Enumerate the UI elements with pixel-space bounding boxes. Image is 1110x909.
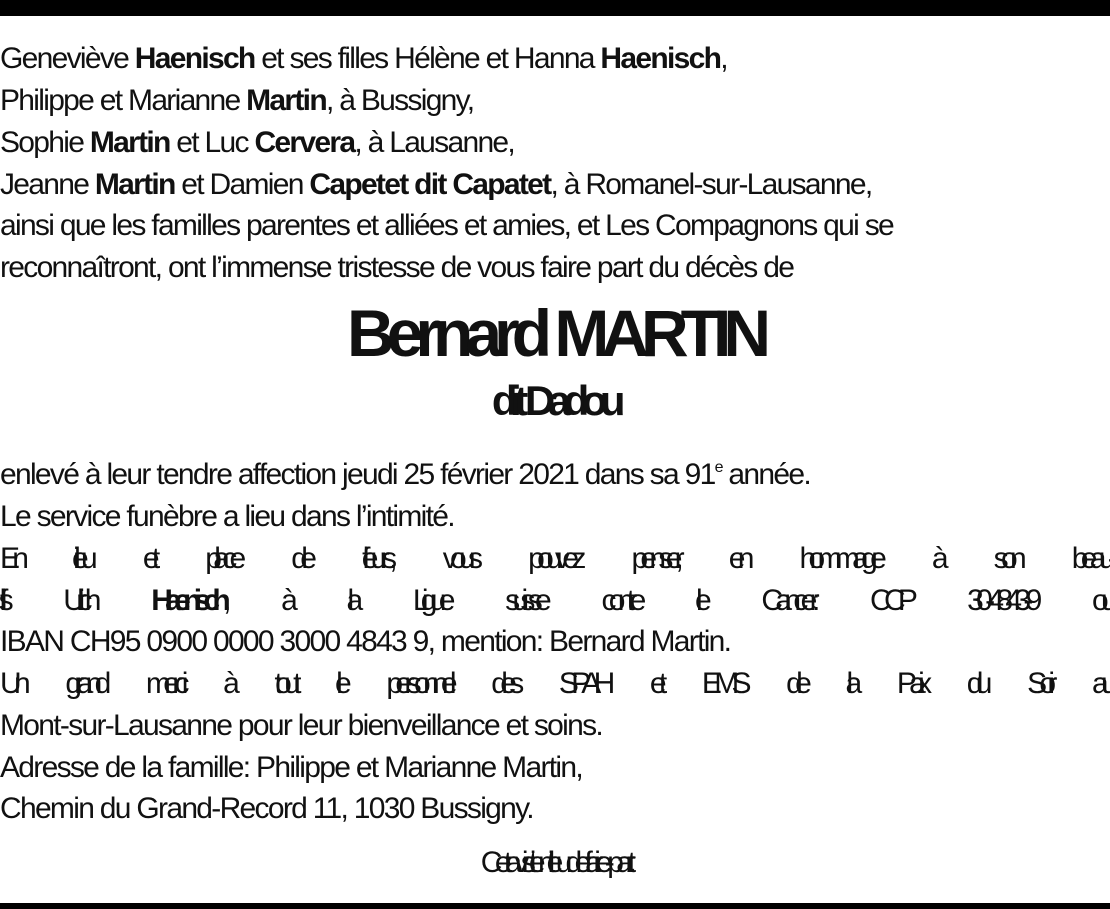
- deceased-name: Bernard MARTIN: [346, 296, 764, 370]
- body-line-3: En lieu et place de fleurs, vous pouvez penser, en hommage à son beau-: [0, 542, 1110, 575]
- surname: Haenisch: [134, 42, 255, 75]
- text: , à Lausanne,: [354, 126, 515, 159]
- surname: Martin: [246, 84, 326, 117]
- body-line-1: [0, 460, 810, 490]
- surname: Martin: [89, 126, 170, 159]
- family-line-2: [0, 86, 473, 116]
- text: année.: [721, 458, 810, 491]
- superscript: e: [714, 459, 722, 476]
- family-line-4: [0, 170, 871, 200]
- text: enlevé à leur tendre affection jeudi 25 février 2021 dans sa 91: [0, 458, 715, 491]
- text: et Damien: [174, 168, 310, 201]
- family-line-1: [0, 44, 727, 74]
- text: , à Bussigny,: [325, 84, 474, 117]
- body-line-4: [0, 586, 1110, 616]
- body-line-7: Mont-sur-Lausanne pour leur bienveillance et soins.: [0, 709, 603, 742]
- closing-note: Cet avis tient lieu de faire-part.: [480, 846, 630, 879]
- family-line-5: ainsi que les familles parentes et alliées et amies, et Les Compagnons qui se: [0, 209, 893, 242]
- surname: Martin: [94, 168, 175, 201]
- deceased-nickname: dit Dadou: [491, 377, 619, 424]
- surname: Haenisch: [151, 584, 223, 617]
- family-line-6: reconnaîtront, ont l’immense tristesse de vous faire part du décès de: [0, 251, 794, 284]
- text: , à la Ligue suisse contre le Cancer: CCP 30-4843-9 ou: [223, 584, 1110, 617]
- surname: Capetet dit Capatet: [309, 168, 551, 201]
- body-line-9: Chemin du Grand-Record 11, 1030 Bussigny.: [0, 792, 533, 825]
- text: Geneviève: [0, 42, 135, 75]
- bottom-border-rule: [0, 903, 1110, 909]
- text: Jeanne: [0, 168, 95, 201]
- body-line-2: Le service funèbre a lieu dans l’intimité.: [0, 500, 454, 533]
- text: Sophie: [0, 126, 90, 159]
- surname: Cervera: [254, 126, 355, 159]
- body-line-6: Un grand merci à tout le personnel des SPAH et EMS de la Paix du Soir au: [0, 667, 1110, 700]
- text: et ses filles Hélène et Hanna: [254, 42, 601, 75]
- body-line-5: IBAN CH95 0900 0000 3000 4843 9, mention: Bernard Martin.: [0, 625, 731, 658]
- text: , à Romanel-sur-Lausanne,: [550, 168, 872, 201]
- family-line-3: [0, 128, 514, 158]
- text: fils Ulrich: [0, 584, 152, 617]
- body-line-8: Adresse de la famille: Philippe et Marianne Martin,: [0, 751, 582, 784]
- text: et Luc: [169, 126, 255, 159]
- text: ,: [720, 42, 727, 75]
- surname: Haenisch: [600, 42, 721, 75]
- text: Philippe et Marianne: [0, 84, 247, 117]
